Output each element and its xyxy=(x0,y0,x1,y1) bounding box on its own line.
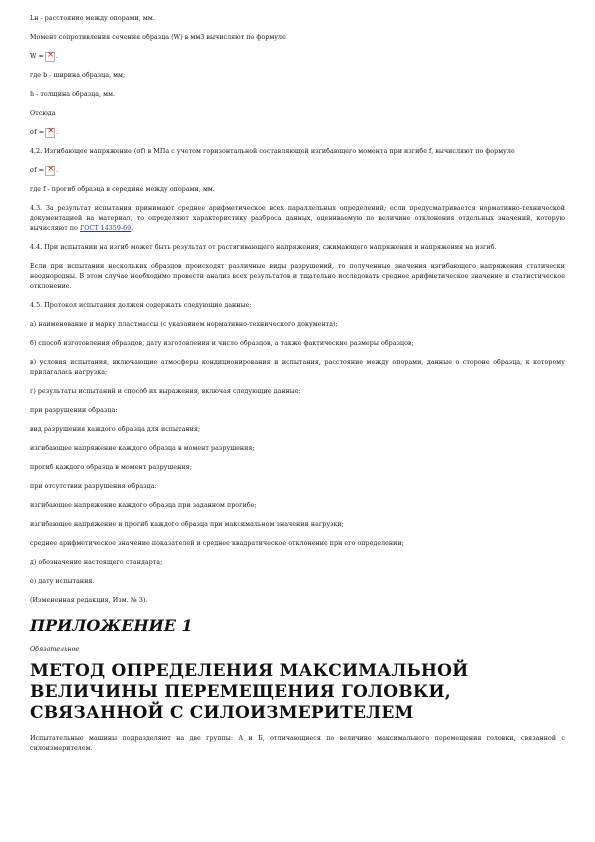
list-item-d: д) обозначение настоящего стандарта; xyxy=(30,559,163,566)
appendix-body: Испытательные машины подразделяют на две группы: А и Б, отличающиеся по величине максимального перемещения головки, связанной с силоизмерителем. xyxy=(30,735,565,752)
appendix-title: МЕТОД ОПРЕДЕЛЕНИЯ МАКСИМАЛЬНОЙ ВЕЛИЧИНЫ ПЕРЕМЕЩЕНИЯ ГОЛОВКИ, СВЯЗАННОЙ С СИЛОИЗМЕРИТЕЛЕМ xyxy=(30,661,469,723)
paragraph-4-4: 4.4. При испытании на изгиб может быть результат от растягивающего напряжения, сжимающего напряжения и напряжения на изгиб. xyxy=(30,244,497,251)
list-item-fracture-deflection: прогиб каждого образца в момент разрушения; xyxy=(30,464,192,471)
paragraph-span-definition: Lн - расстояние между опорами, мм. xyxy=(30,15,155,22)
appendix-subheading: Обязательное xyxy=(30,646,80,653)
list-item-stress-at-deflection: изгибающее напряжение каждого образца при заданном прогибе; xyxy=(30,502,257,509)
formula-sigma-2-label: σf = xyxy=(30,167,45,174)
paragraph-4-3: 4.3. За результат испытания принимают среднее арифметическое всех параллельных определений; если предусматривается нормативно-технической документацией на материал, то определяют характеристику разброса данных, оцениваемую по величине отклонения отдельных значений, которую вычисляют по ГОСТ 14359-69. xyxy=(30,205,565,232)
list-item-fracture-type: вид разрушения каждого образца для испытания; xyxy=(30,426,201,433)
appendix-heading: ПРИЛОЖЕНИЕ 1 xyxy=(30,616,193,635)
broken-image-icon xyxy=(45,52,55,62)
paragraph-4-3-text: 4.3. За результат испытания принимают среднее арифметическое всех параллельных определений; если предусматривается нормативно-технической документацией на материал, то определяют характеристику разброса данных, оцениваемую по величине отклонения отдельных значений, которую вычисляют по xyxy=(30,205,565,232)
formula-w-label: W = xyxy=(30,53,44,60)
paragraph-width-definition: где b - ширина образца, мм; xyxy=(30,72,126,79)
list-item-e: е) дату испытания. xyxy=(30,578,95,585)
paragraph-hence: Отсюда xyxy=(30,110,56,117)
list-item-stress-at-max-load: изгибающее напряжение и прогиб каждого образца при максимальном значении нагрузки; xyxy=(30,521,344,528)
paragraph-section-modulus: Момент сопротивления сечения образца (W) в мм3 вычисляют по формуле xyxy=(30,34,286,41)
formula-w: W = × . xyxy=(30,52,565,62)
formula-sigma-1: σf = × . xyxy=(30,128,565,138)
paragraph-thickness-definition: h - толщина образца, мм. xyxy=(30,91,116,98)
list-item-a: а) наименование и марку пластмассы (с указанием нормативно-технического документа); xyxy=(30,321,338,328)
list-item-no-fracture: при отсутствии разрушения образца: xyxy=(30,483,157,490)
amendment-note: (Измененная редакция, Изм. № 3). xyxy=(30,597,148,604)
paragraph-fracture-note: Если при испытании нескольких образцов происходят различные виды разрушений, то полученные значения изгибающего напряжения статически неоднородны. В этом случае необходимо провести анализ всех результатов и тщательно исследовать среднее арифметическое значение и статистическое отклонение. xyxy=(30,263,565,290)
paragraph-deflection-definition: где f - прогиб образца в середине между опорами, мм. xyxy=(30,186,215,193)
list-item-mean-deviation: среднее арифметическое значение показателей и среднее квадратическое отклонение при его определении; xyxy=(30,540,404,547)
paragraph-4-5: 4.5. Протокол испытания должен содержать следующие данные: xyxy=(30,302,252,309)
list-item-b: б) способ изготовления образцов, дату изготовления и число образцов, а также фактические размеры образцов; xyxy=(30,340,414,347)
list-item-g: г) результаты испытаний и способ их выражения, включая следующие данные: xyxy=(30,388,301,395)
formula-sigma-1-label: σf = xyxy=(30,129,45,136)
paragraph-4-2: 4.2. Изгибающее напряжение (σf) в МПа с учетом горизонтальной составляющей изгибающего момента при изгибе f, вычисляют по формуле xyxy=(30,148,515,155)
list-item-v: в) условия испытания, включающие атмосферы кондиционирования и испытания, расстояние между опорами, данные о стороне образца, к которому прилагалась нагрузка; xyxy=(30,359,565,376)
gost-link[interactable]: ГОСТ 14359-69 xyxy=(80,225,132,232)
list-item-fracture: при разрушении образца: xyxy=(30,407,118,414)
formula-sigma-2: σf = × . xyxy=(30,166,565,176)
broken-image-icon xyxy=(45,166,55,176)
broken-image-icon xyxy=(45,128,55,138)
list-item-fracture-stress: изгибающее напряжение каждого образца в момент разрушения; xyxy=(30,445,255,452)
